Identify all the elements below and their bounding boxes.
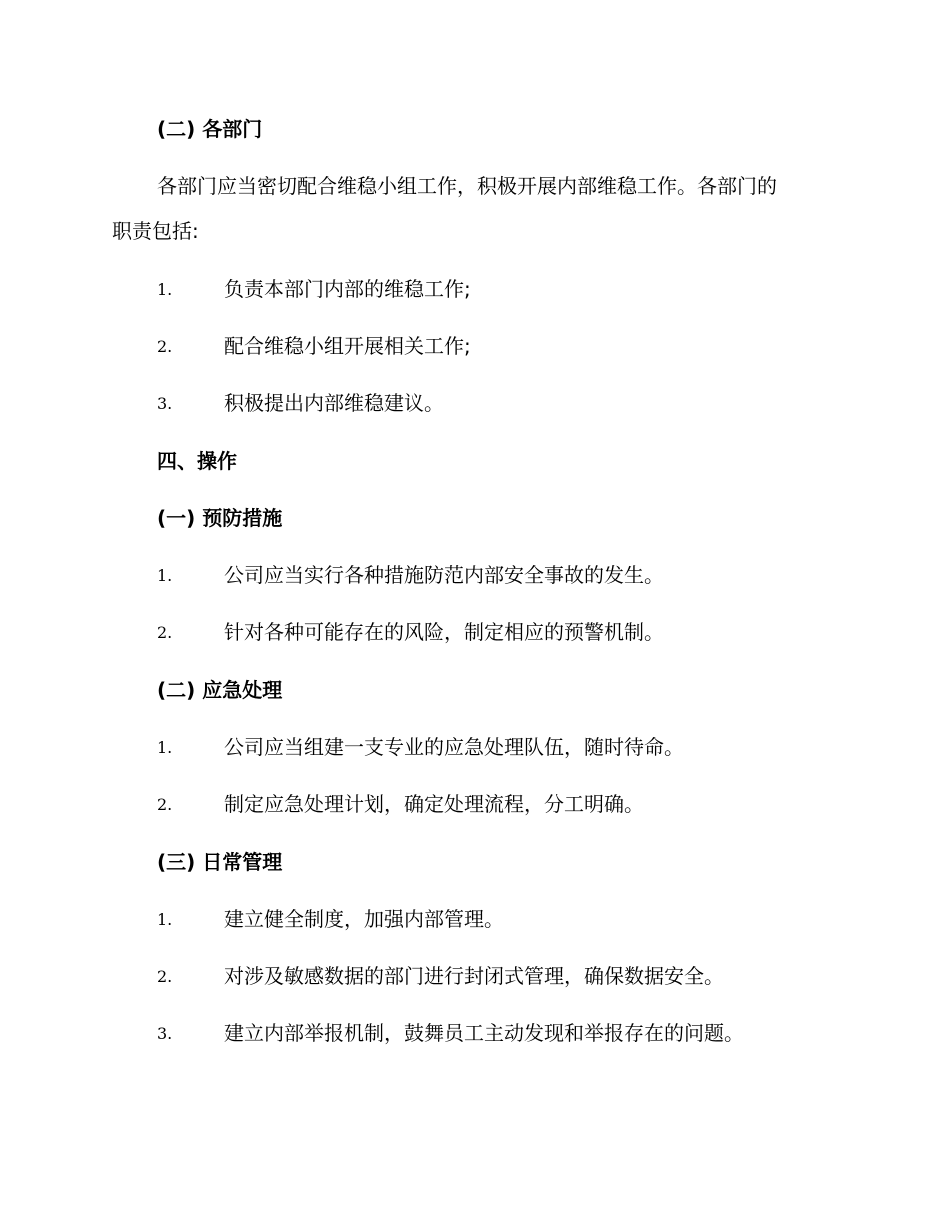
section-heading: (二) 应急处理 (157, 678, 283, 702)
list-item-number: 2. (157, 795, 173, 814)
list-item-number: 2. (157, 623, 173, 642)
paragraph-text: 各部门应当密切配合维稳小组工作，积极开展内部维稳工作。各部门的 (157, 174, 777, 198)
list-item-number: 1. (157, 738, 173, 757)
section-heading: 四、操作 (157, 449, 237, 473)
list-item-text: 对涉及敏感数据的部门进行封闭式管理，确保数据安全。 (224, 964, 724, 988)
list-item-number: 3. (157, 394, 173, 413)
list-item-text: 针对各种可能存在的风险，制定相应的预警机制。 (224, 620, 664, 644)
list-item-number: 2. (157, 967, 173, 986)
list-item-number: 2. (157, 337, 173, 356)
list-item-text: 公司应当组建一支专业的应急处理队伍，随时待命。 (224, 735, 684, 759)
list-item-number: 1. (157, 910, 173, 929)
list-item-text: 负责本部门内部的维稳工作; (224, 277, 471, 301)
section-heading: (三) 日常管理 (157, 850, 283, 874)
list-item-text: 建立健全制度，加强内部管理。 (224, 907, 504, 931)
list-item-number: 3. (157, 1024, 173, 1043)
section-heading: (二) 各部门 (157, 117, 263, 141)
list-item-number: 1. (157, 280, 173, 299)
paragraph-text-continuation: 职责包括: (112, 219, 199, 243)
list-item-text: 积极提出内部维稳建议。 (224, 391, 444, 415)
list-item-text: 公司应当实行各种措施防范内部安全事故的发生。 (224, 563, 664, 587)
section-heading: (一) 预防措施 (157, 506, 283, 530)
list-item-text: 建立内部举报机制，鼓舞员工主动发现和举报存在的问题。 (224, 1021, 744, 1045)
list-item-number: 1. (157, 566, 173, 585)
list-item-text: 配合维稳小组开展相关工作; (224, 334, 471, 358)
list-item-text: 制定应急处理计划，确定处理流程，分工明确。 (224, 792, 644, 816)
